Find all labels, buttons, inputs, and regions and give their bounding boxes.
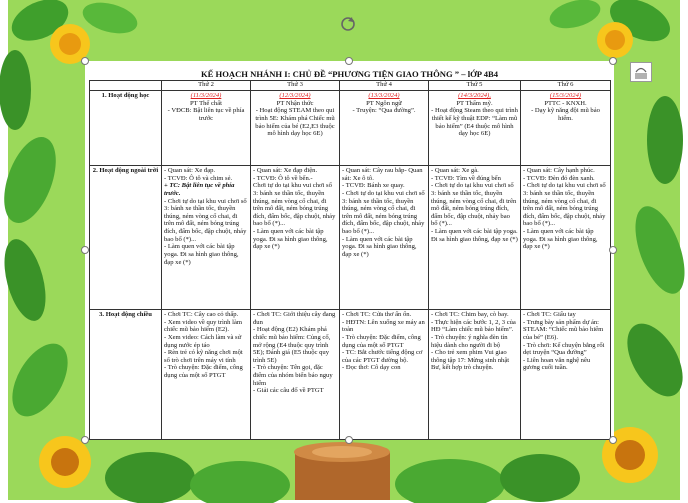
cell-line: - Trò chuyện: Đặc điểm, công dụng của một số PTGT [164,364,243,380]
page-title: KẾ HOẠCH NHÁNH I: CHỦ ĐỀ “PHƯƠNG TIỆN GIAO THÔNG ” – lỚP 4B4 [200,69,499,79]
cell-line: - Quan sát: Cây rau bắp- Quan sát: Xe ô tô. [342,167,423,182]
cell-line: - Truyện: “Qua đường”. [352,107,416,115]
header-thu-2: Thứ 2 [162,81,251,91]
cell-r2-c2[interactable] [251,166,340,310]
resize-handle-left[interactable] [81,246,89,254]
cell-line: - Làm quen với các bài tập yoga. Đi sa hình giao thông, đạp xe (*) [342,235,417,259]
cell-line: - Xem video về quy trình làm chiếc mũ bảo hiểm (E2). [164,318,243,334]
cell-date: (15/3/2024) [549,92,582,99]
rotate-handle-icon[interactable] [339,15,357,33]
cell-line: - Quan sát: Xe gà. [431,167,479,174]
cell-line: - TC: Bắt chước tiếng động cơ của các PTGT đường bộ. [342,349,423,364]
cell-r3-c4[interactable] [429,310,521,440]
cell-line: PT Thể chất [190,99,222,107]
layout-options-icon[interactable] [630,62,652,82]
cell-line: + TC: Bật liên tục về phía trước. [164,182,235,197]
cell-line: PT Ngôn ngữ [366,99,402,107]
cell-line: - Giải các câu đố về PTGT [253,387,324,395]
plan-sheet[interactable] [85,61,614,440]
cell-line: - Quan sát: Xe đạp điện. [253,167,318,174]
cell-line: - Chơi TC: Cửa thơ ấn ổn. [342,311,412,318]
cell-date: (13/3/2024) [368,92,400,99]
cell-line: - Cho trẻ xem phim Vui giao thông tập 17: Mừng sinh nhật Bư, kết hợp trò chuyện. [431,349,510,372]
cell-r3-c2[interactable] [251,310,340,440]
row-label: 3. Hoạt động chiều [90,310,162,440]
cell-line: - Dạy kỹ năng đội mũ bảo hiểm. [531,107,600,122]
cell-line: - Chơi TC: Giấu tay [523,311,576,318]
resize-handle-bottom-right[interactable] [609,436,617,444]
cell-line: - Chơi tự do tại khu vui chơi số 3: bánh xe thần tốc, thuyền thúng, ném vòng cổ chai, đi trên mô đất, ném bóng trúng đích, đấm bốc, đập chuột, nhảy bao bố (*)... [431,182,517,228]
cell-line: - Quan sát: Cây hạnh phúc. [523,167,595,174]
resize-handle-right[interactable] [609,246,617,254]
cell-line: - Chơi tự do tại khu vui chơi số 3: bánh xe thần tốc, thuyền thúng, ném vòng cổ chai, đi trên mô đất, ném bóng trúng đích, đấm bốc, đập chuột, nhảy bao bố (*)... [523,182,606,228]
cell-line: - Hoạt động (E2) Khám phá chiếc mũ bảo hiểm: Củng cố, mở rộng (E4 thuộc quy trình 5E); Đánh giá (E5 thuộc quy trình 5E) [253,326,331,364]
row-hoat-dong-chieu [90,310,611,440]
cell-r3-c5[interactable] [521,310,611,440]
row-label: 2. Hoạt động ngoài trời [90,166,162,310]
cell-date: (12/3/2024) [279,92,311,99]
tree-stump [294,442,390,500]
cell-line: - TCVĐ: Bánh xe quay. [342,182,405,190]
cell-r1-c1[interactable] [162,91,251,166]
cell-date: (14/3/2024), [458,92,491,99]
cell-line: PTTC - KNXH. [544,99,587,107]
resize-handle-bottom[interactable] [345,436,353,444]
cell-line: PT Thẩm mỹ. [456,99,493,107]
resize-handle-top[interactable] [345,57,353,65]
cell-line: - Làm quen với các bài tập yoga. Đi sa hình giao thông, đạp xe (*) [253,228,328,251]
cell-r2-c1[interactable] [162,166,251,310]
row-label: 1. Hoạt động học [90,91,162,166]
row-hoat-dong-hoc [90,91,611,166]
cell-line: - Trò chuyện: Tên gọi, đặc điểm của nhóm biển báo nguy hiểm [253,364,333,387]
cell-r2-c3[interactable] [340,166,429,310]
cell-line: - VĐCB: Bật liên tục về phía trước [167,107,245,122]
cell-line: - Thực hiện các bước 1, 2, 3 của HĐ “Làm chiếc mũ bảo hiểm”. [431,318,516,334]
cell-line: - TCVĐ: Đèn đỏ đèn xanh. [523,174,595,182]
header-row [90,81,611,91]
cell-r1-c5[interactable] [521,91,611,166]
cell-line: - Chơi TC: Chim bay, cò bay. [431,311,509,318]
resize-handle-top-right[interactable] [609,57,617,65]
cell-line: - Trò chuyện: ý nghĩa đèn tín hiệu dành cho người đi bộ [431,333,508,349]
cell-line: - Chơi tự do tại khu vui chơi số 3: bánh xe thần tốc, thuyền thúng, ném vòng cổ chai, đi trên mô đất, ném bóng trúng đích, đấm bốc, đập chuột, nhảy bao bố (*)... [164,197,247,243]
resize-handle-top-left[interactable] [81,57,89,65]
cell-line: - HĐTN: Lên xuống xe máy an toàn [342,318,425,334]
cell-line: - TCVĐ: Ô tô và chim sẻ. [164,174,233,182]
cell-date: (11/3/2024) [190,92,222,99]
cell-line: - Trưng bày sản phẩm dự án: STEAM: “Chiếc mũ bảo hiểm của bé” (E6). [523,318,604,341]
cell-line: PT Nhận thức [276,99,314,107]
cell-line: - Hoạt động Steam theo qui trình thiết kế kỹ thuật EDP: “Làm mũ bảo hiểm” (E4 thuộc mô hình dạy học 6E) [431,107,518,138]
cell-r3-c3[interactable] [340,310,429,440]
cell-line: - Chơi TC: Cây cao cỏ thấp. [164,311,239,318]
flower-top-right [597,22,633,58]
header-empty [90,81,162,91]
cell-r1-c4[interactable] [429,91,521,166]
cell-line: - Đọc thơ: Cô dạy con [342,364,401,372]
header-thu-4: Thứ 4 [340,81,429,91]
cell-line: - Hoạt động STEAM theo qui trình 5E: Khám phá Chiếc mũ bảo hiểm của bé (E2,E3 thuộc mô hình dạy học 6E) [255,107,335,138]
cell-line: - Xem video: Cách làm và sử dụng nước ép táo [164,333,242,349]
cell-line: - Trò chuyện: Đặc điểm, công dụng của một số PTGT [342,333,421,349]
cell-line: - Liên hoan văn nghệ nêu gương cuối tuần. [523,356,591,372]
cell-line: - Rèn trẻ có kỹ năng chơi một số trò chơi trên máy vi tính [164,349,243,364]
plan-table [89,80,611,440]
cell-line: Chơi tự do tại khu vui chơi số 3: bánh xe thần tốc, thuyền thúng, ném vòng cổ chai, đi trên mô đất, ném bóng trúng đích, đấm bốc, đập chuột, nhảy bao bố (*)... [253,182,336,228]
cell-r2-c4[interactable] [429,166,521,310]
cell-line: - Làm quen với các bài tập yoga. Đi sa hình giao thông, đạp xe (*) [523,228,598,251]
cell-line: - Chơi TC: Giới thiệu cây đang đun [253,311,336,326]
row-hoat-dong-ngoai-troi [90,166,611,310]
cell-r1-c2[interactable] [251,91,340,166]
cell-line: - Chơi tự do tại khu vui chơi số 3: bánh xe thần tốc, thuyền thúng, ném vòng cổ chai, đi trên mô đất, ném bóng trúng đích, đấm bốc, đập chuột, nhảy bao bố (*)... [342,189,425,236]
cell-line: - Làm quen với các bài tập yoga. Đi sa hình giao thông, đạp xe (*) [431,228,518,243]
header-thu-5: Thứ 5 [429,81,521,91]
header-thu-3: Thứ 3 [251,81,340,91]
cell-line: - Làm quen với các bài tập yoga. Đi sa hình giao thông, đạp xe (*) [164,243,239,266]
cell-line: - TCVĐ: Tìm về đúng bến [431,174,501,182]
header-thu-6: Thứ 6 [521,81,611,91]
cell-line: - TCVĐ: Ô tô về bến.- [253,174,313,182]
cell-line: - Quan sát: Xe đạp. [164,167,216,174]
cell-r3-c1[interactable] [162,310,251,440]
cell-line: - Trò chơi: Kể chuyện bằng rối dẹt truyện “Qua đường” [523,341,605,357]
cell-r1-c3[interactable] [340,91,429,166]
resize-handle-bottom-left[interactable] [81,436,89,444]
cell-r2-c5[interactable] [521,166,611,310]
